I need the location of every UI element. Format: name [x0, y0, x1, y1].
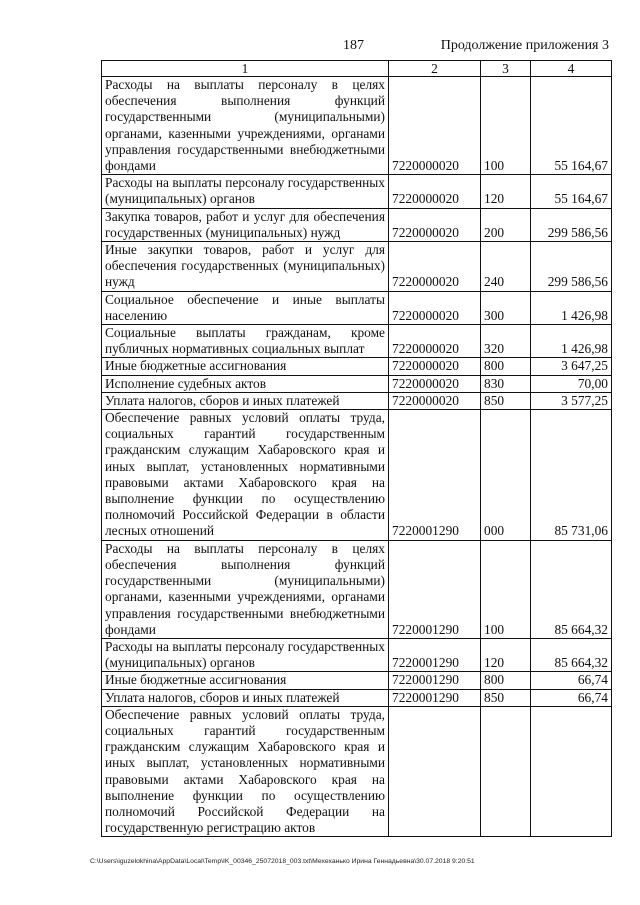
budget-table: [101, 60, 612, 837]
row-code-cell: 7220000020: [389, 325, 481, 358]
row-code-cell: 7220001290: [389, 638, 481, 671]
row-type-cell: 800: [481, 672, 531, 689]
row-amount-cell: 3 577,25: [531, 392, 612, 409]
row-amount-cell: 299 586,56: [531, 208, 612, 241]
row-type-cell: 850: [481, 392, 531, 409]
table-row: [102, 638, 612, 671]
row-name-cell: Обеспечение равных условий оплаты труда, социальных гарантий государственным гражданским служащим Хабаровского края и иных выплат, установленных нормативными правовыми актами Хабаровского края на выполнение функции по осуществлению полномочий Российской Федерации на государственную регистрацию актов: [102, 706, 389, 837]
table-body: [102, 77, 612, 837]
row-type-cell: 320: [481, 325, 531, 358]
row-amount-cell: 55 164,67: [531, 77, 612, 175]
row-name-cell: Социальные выплаты гражданам, кроме публичных нормативных социальных выплат: [102, 325, 389, 358]
row-code-cell: 7220001290: [389, 689, 481, 706]
column-header: 3: [481, 61, 531, 77]
row-type-cell: 120: [481, 638, 531, 671]
row-type-cell: 100: [481, 77, 531, 175]
row-amount-cell: 1 426,98: [531, 325, 612, 358]
table-row: [102, 392, 612, 409]
row-type-cell: 100: [481, 540, 531, 638]
row-code-cell: 7220000020: [389, 358, 481, 375]
row-amount-cell: 70,00: [531, 375, 612, 392]
row-amount-cell: 85 664,32: [531, 638, 612, 671]
row-amount-cell: 66,74: [531, 689, 612, 706]
row-code-cell: 7220000020: [389, 375, 481, 392]
table-row: [102, 410, 612, 541]
row-type-cell: 200: [481, 208, 531, 241]
row-name-cell: Социальное обеспечение и иные выплаты населению: [102, 291, 389, 324]
row-type-cell: 240: [481, 242, 531, 292]
page-number: 187: [343, 38, 364, 53]
table-row: [102, 77, 612, 175]
table-row: [102, 208, 612, 241]
row-code-cell: 7220001290: [389, 410, 481, 541]
table-row: [102, 672, 612, 689]
row-code-cell: 7220000020: [389, 242, 481, 292]
row-type-cell: [481, 706, 531, 837]
row-name-cell: Уплата налогов, сборов и иных платежей: [102, 392, 389, 409]
row-name-cell: Расходы на выплаты персоналу государственных (муниципальных) органов: [102, 175, 389, 208]
table-row: [102, 325, 612, 358]
row-amount-cell: 85 664,32: [531, 540, 612, 638]
row-code-cell: 7220000020: [389, 175, 481, 208]
row-name-cell: Расходы на выплаты персоналу в целях обеспечения выполнения функций государственными (муниципальными) органами, казенными учреждениями, органами управления государственными внебюджетными фондами: [102, 540, 389, 638]
row-code-cell: 7220000020: [389, 291, 481, 324]
row-name-cell: Обеспечение равных условий оплаты труда, социальных гарантий государственным гражданским служащим Хабаровского края и иных выплат, установленных нормативными правовыми актами Хабаровского края на выполнение функции по осуществлению полномочий Российской Федерации в области лесных отношений: [102, 410, 389, 541]
row-code-cell: [389, 706, 481, 837]
footer-file-path: C:\Users\iguzelokhina\AppData\Local\Temp\IK_00346_25072018_003.txt\Мехеханько Ирина Геннадьевна\30.07.2018 9:20:51: [90, 858, 475, 865]
row-name-cell: Расходы на выплаты персоналу государственных (муниципальных) органов: [102, 638, 389, 671]
row-type-cell: 800: [481, 358, 531, 375]
table-row: [102, 175, 612, 208]
row-name-cell: Иные бюджетные ассигнования: [102, 672, 389, 689]
row-name-cell: Закупка товаров, работ и услуг для обеспечения государственных (муниципальных) нужд: [102, 208, 389, 241]
row-amount-cell: 1 426,98: [531, 291, 612, 324]
table-row: [102, 358, 612, 375]
continuation-label: Продолжение приложения 3: [440, 38, 609, 53]
row-type-cell: 830: [481, 375, 531, 392]
table-row: [102, 706, 612, 837]
row-code-cell: 7220001290: [389, 540, 481, 638]
row-type-cell: 000: [481, 410, 531, 541]
row-name-cell: Уплата налогов, сборов и иных платежей: [102, 689, 389, 706]
row-amount-cell: 3 647,25: [531, 358, 612, 375]
column-header: 4: [531, 61, 612, 77]
row-amount-cell: [531, 706, 612, 837]
row-type-cell: 300: [481, 291, 531, 324]
column-header: 2: [389, 61, 481, 77]
row-amount-cell: 85 731,06: [531, 410, 612, 541]
row-name-cell: Иные бюджетные ассигнования: [102, 358, 389, 375]
row-code-cell: 7220000020: [389, 208, 481, 241]
row-code-cell: 7220001290: [389, 672, 481, 689]
table-row: [102, 540, 612, 638]
row-code-cell: 7220000020: [389, 77, 481, 175]
table-header-row: [102, 61, 612, 77]
table-row: [102, 689, 612, 706]
row-code-cell: 7220000020: [389, 392, 481, 409]
row-type-cell: 850: [481, 689, 531, 706]
row-name-cell: Расходы на выплаты персоналу в целях обеспечения выполнения функций государственными (муниципальными) органами, казенными учреждениями, органами управления государственными внебюджетными фондами: [102, 77, 389, 175]
row-name-cell: Иные закупки товаров, работ и услуг для обеспечения государственных (муниципальных) нужд: [102, 242, 389, 292]
table-row: [102, 375, 612, 392]
row-amount-cell: 66,74: [531, 672, 612, 689]
table-row: [102, 242, 612, 292]
column-header: 1: [102, 61, 389, 77]
row-amount-cell: 299 586,56: [531, 242, 612, 292]
row-amount-cell: 55 164,67: [531, 175, 612, 208]
row-name-cell: Исполнение судебных актов: [102, 375, 389, 392]
table-row: [102, 291, 612, 324]
row-type-cell: 120: [481, 175, 531, 208]
